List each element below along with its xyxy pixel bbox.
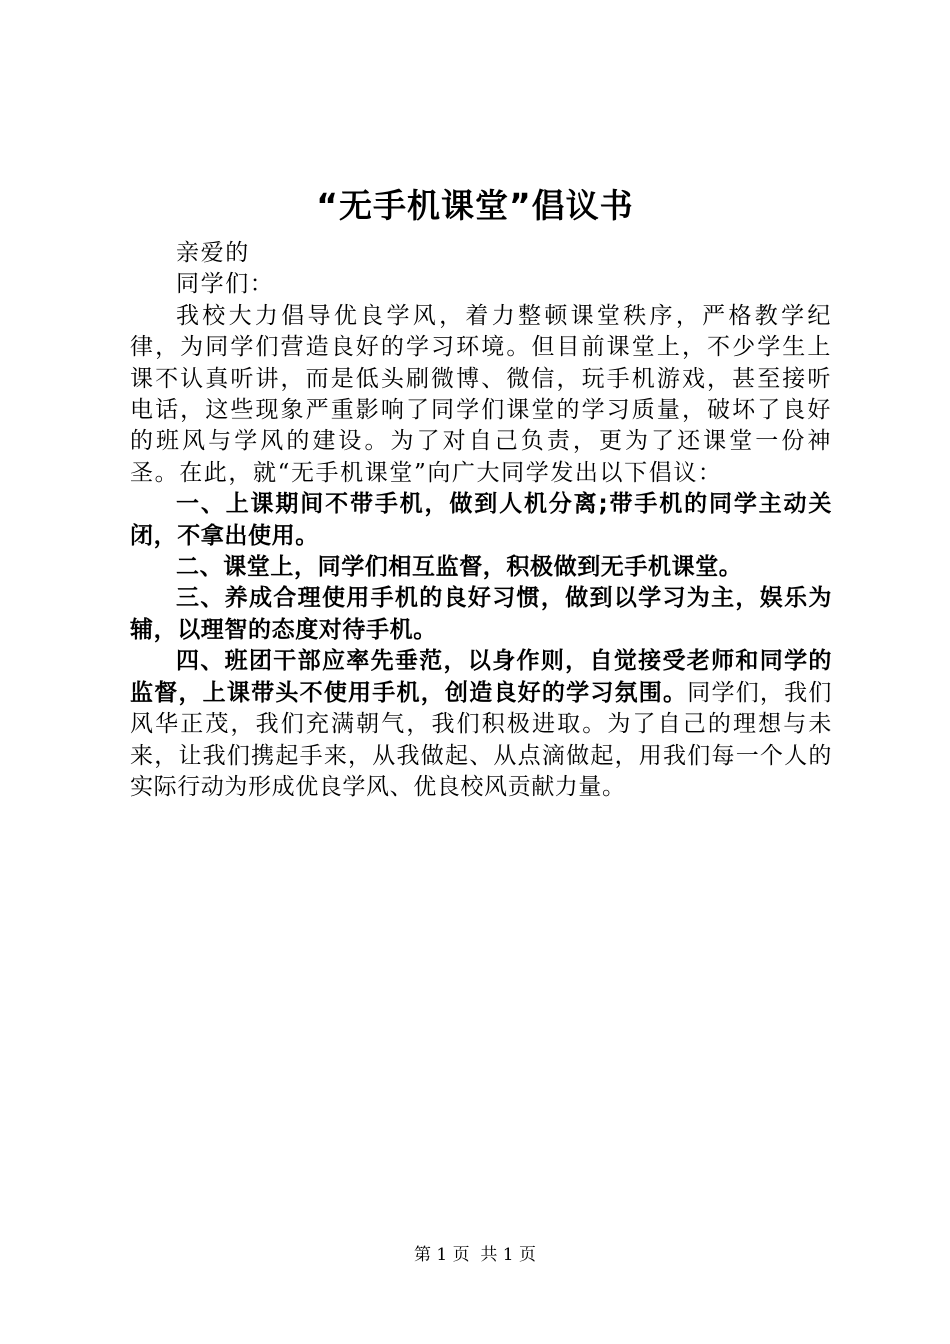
document-title: “无手机课堂”倡议书 xyxy=(316,186,634,225)
salutation-line-2: 同学们： xyxy=(176,271,275,298)
proposal-item-2: 二、课堂上，同学们相互监督，积极做到无手机课堂。 xyxy=(176,554,743,581)
intro-paragraph: 我校大力倡导优良学风，着力整顿课堂秩序，严格教学纪律，为同学们营造良好的学习环境。但目前课堂上，不少学生上课不认真听讲，而是低头刷微博、微信，玩手机游戏，甚至接听电话，这些现象严重影响了同学们课堂的学习质量，破坏了良好的班风与学风的建设。为了对自己负责，更为了还课堂一份神圣。在此，就“无手机课堂”向广大同学发出以下倡议： xyxy=(130,302,832,486)
proposal-item-4-paragraph xyxy=(130,646,832,803)
proposal-item-3: 三、养成合理使用手机的良好习惯，做到以学习为主，娱乐为辅，以理智的态度对待手机。 xyxy=(130,585,832,643)
salutation-line-1: 亲爱的 xyxy=(176,240,250,266)
proposal-item-4: 四、班团干部应率先垂范，以身作则，自觉接受老师和同学的监督，上课带头不使用手机，创造良好的学习氛围。 xyxy=(130,648,832,706)
page-footer: 第 1 页 共 1 页 xyxy=(413,1245,537,1265)
proposal-item-1: 一、上课期间不带手机，做到人机分离;带手机的同学主动关闭，不拿出使用。 xyxy=(130,491,832,549)
closing-text: 同学们，我们风华正茂，我们充满朝气，我们积极进取。为了自己的理想与未来，让我们携起手来，从我做起、从点滴做起，用我们每一个人的实际行动为形成优良学风、优良校风贡献力量。 xyxy=(130,679,832,800)
document-body xyxy=(130,238,832,803)
